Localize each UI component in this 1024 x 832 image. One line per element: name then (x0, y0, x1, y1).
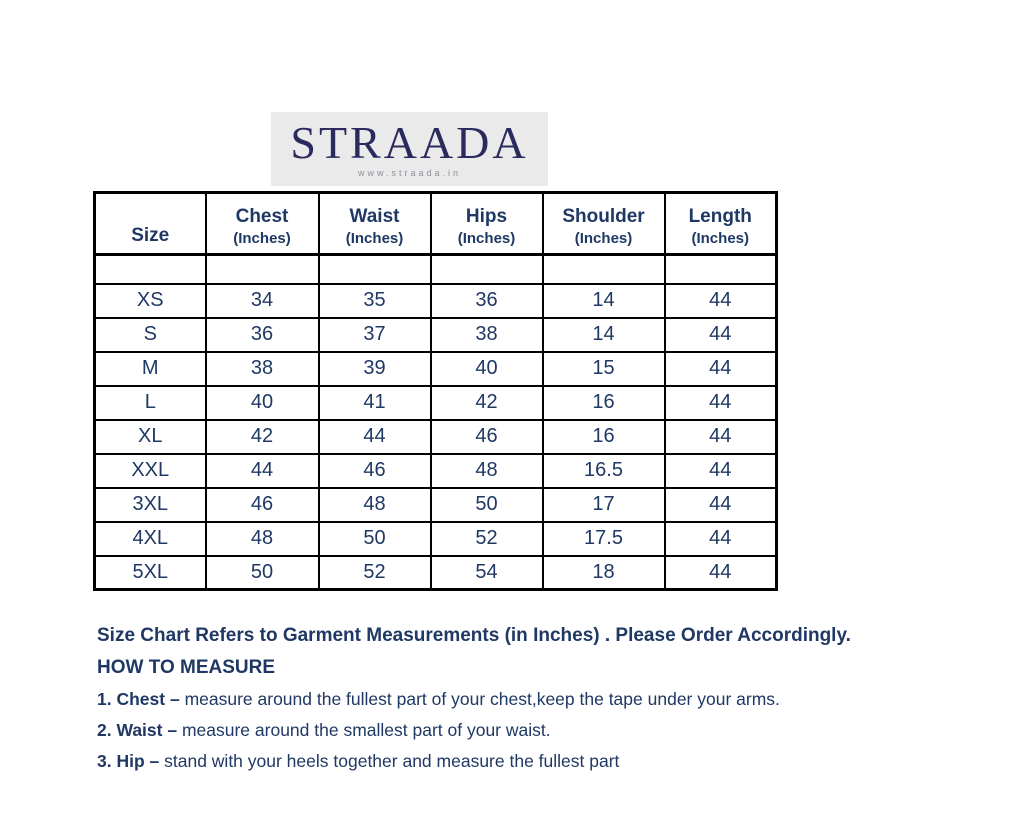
column-header-unit: (Inches) (233, 229, 291, 247)
size-cell: XS (95, 284, 206, 318)
value-cell: 17 (543, 488, 665, 522)
value-cell: 14 (543, 318, 665, 352)
spacer-cell (543, 255, 665, 284)
value-cell: 44 (665, 420, 777, 454)
table-row (95, 386, 777, 420)
value-cell: 44 (665, 488, 777, 522)
value-cell: 48 (206, 522, 319, 556)
value-cell: 40 (431, 352, 543, 386)
measure-step (97, 715, 1009, 746)
measure-step-text: measure around the smallest part of your waist. (181, 720, 551, 740)
column-header-unit: (Inches) (691, 229, 749, 247)
measure-step-text: stand with your heels together and measure the fullest part (164, 751, 620, 771)
value-cell: 52 (319, 556, 431, 590)
column-header-label: Hips (465, 205, 508, 227)
value-cell: 39 (319, 352, 431, 386)
column-header-label: Shoulder (562, 205, 645, 227)
table-row (95, 420, 777, 454)
value-cell: 36 (431, 284, 543, 318)
value-cell: 50 (319, 522, 431, 556)
measure-step (97, 746, 1009, 777)
brand-logo (271, 112, 548, 186)
column-header-label: Waist (349, 205, 400, 227)
column-header-label: Chest (235, 205, 289, 227)
value-cell: 18 (543, 556, 665, 590)
value-cell: 52 (431, 522, 543, 556)
table-row (95, 556, 777, 590)
measure-steps-list (97, 684, 1009, 777)
spacer-cell (95, 255, 206, 284)
spacer-row (95, 255, 777, 284)
how-to-measure-title: HOW TO MEASURE (97, 657, 276, 678)
table-row (95, 284, 777, 318)
table-row (95, 522, 777, 556)
value-cell: 44 (665, 284, 777, 318)
spacer-cell (431, 255, 543, 284)
value-cell: 36 (206, 318, 319, 352)
value-cell: 38 (431, 318, 543, 352)
value-cell: 44 (665, 318, 777, 352)
brand-website: www.straada.in (357, 168, 462, 178)
value-cell: 46 (319, 454, 431, 488)
column-header-chest (206, 193, 319, 255)
value-cell: 46 (431, 420, 543, 454)
spacer-cell (206, 255, 319, 284)
measure-step-label: 2. Waist – (97, 720, 178, 740)
value-cell: 42 (206, 420, 319, 454)
value-cell: 44 (665, 352, 777, 386)
value-cell: 44 (665, 454, 777, 488)
value-cell: 44 (665, 386, 777, 420)
value-cell: 44 (319, 420, 431, 454)
table-row (95, 454, 777, 488)
size-chart-table (93, 191, 778, 591)
value-cell: 17.5 (543, 522, 665, 556)
value-cell: 16.5 (543, 454, 665, 488)
column-header-length (665, 193, 777, 255)
column-header-label: Length (688, 205, 752, 227)
value-cell: 34 (206, 284, 319, 318)
column-header-label: Size (131, 225, 170, 247)
size-cell: XL (95, 420, 206, 454)
measure-step-text: measure around the fullest part of your chest,keep the tape under your arms. (184, 689, 780, 709)
size-cell: L (95, 386, 206, 420)
brand-logo-text: STRAADA (290, 117, 529, 168)
value-cell: 14 (543, 284, 665, 318)
value-cell: 44 (206, 454, 319, 488)
value-cell: 15 (543, 352, 665, 386)
value-cell: 16 (543, 420, 665, 454)
value-cell: 48 (431, 454, 543, 488)
value-cell: 48 (319, 488, 431, 522)
measure-step (97, 684, 1009, 715)
value-cell: 44 (665, 556, 777, 590)
value-cell: 54 (431, 556, 543, 590)
value-cell: 16 (543, 386, 665, 420)
size-cell: M (95, 352, 206, 386)
value-cell: 38 (206, 352, 319, 386)
column-header-unit: (Inches) (345, 229, 404, 247)
column-header-unit: (Inches) (574, 229, 633, 247)
table-header-row (95, 193, 777, 255)
column-header-hips (431, 193, 543, 255)
spacer-cell (319, 255, 431, 284)
size-cell: S (95, 318, 206, 352)
order-note: Size Chart Refers to Garment Measurements (in Inches) . Please Order Accordingly. (97, 625, 851, 646)
column-header-size (95, 193, 206, 255)
value-cell: 40 (206, 386, 319, 420)
size-cell: 5XL (95, 556, 206, 590)
value-cell: 41 (319, 386, 431, 420)
measure-step-label: 3. Hip – (97, 751, 160, 771)
spacer-cell (665, 255, 777, 284)
table-row (95, 318, 777, 352)
size-cell: XXL (95, 454, 206, 488)
column-header-unit: (Inches) (457, 229, 516, 247)
value-cell: 35 (319, 284, 431, 318)
column-header-waist (319, 193, 431, 255)
value-cell: 44 (665, 522, 777, 556)
value-cell: 46 (206, 488, 319, 522)
column-header-shoulder (543, 193, 665, 255)
notes-section (97, 620, 1009, 777)
size-cell: 3XL (95, 488, 206, 522)
table-row (95, 352, 777, 386)
value-cell: 42 (431, 386, 543, 420)
value-cell: 37 (319, 318, 431, 352)
value-cell: 50 (431, 488, 543, 522)
value-cell: 50 (206, 556, 319, 590)
size-cell: 4XL (95, 522, 206, 556)
measure-step-label: 1. Chest – (97, 689, 180, 709)
table-row (95, 488, 777, 522)
